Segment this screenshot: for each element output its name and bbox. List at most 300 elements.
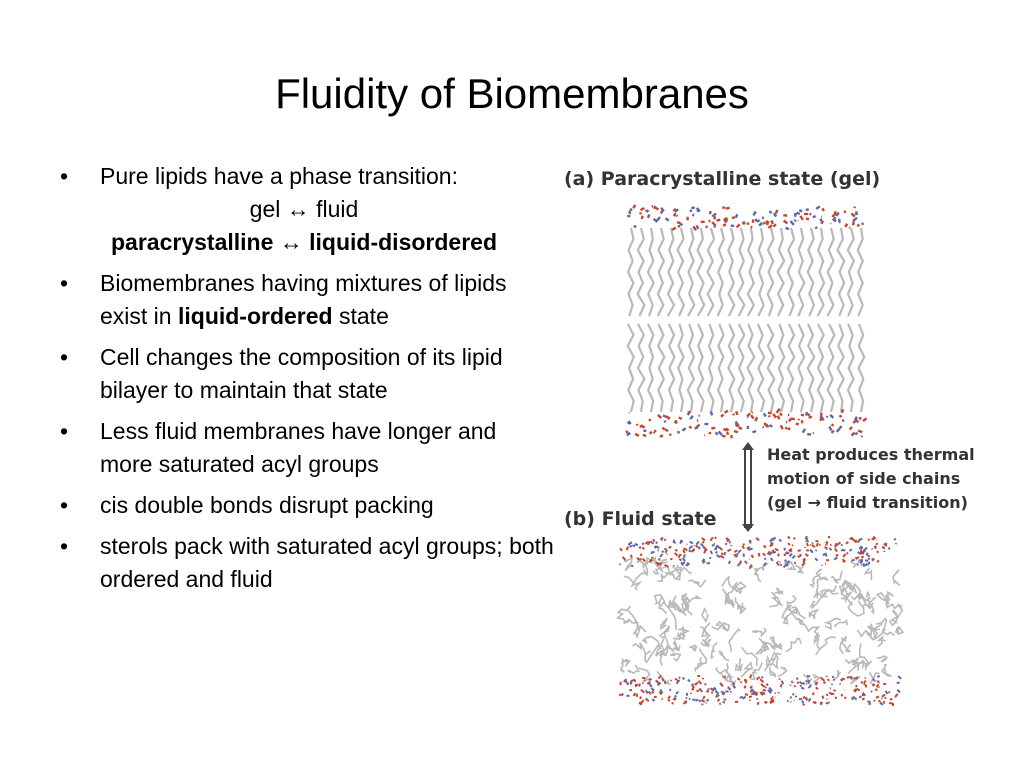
liquid-disordered-term: liquid-disordered: [309, 229, 497, 255]
headgroup-atom: [658, 676, 661, 679]
lipid-tail: [633, 626, 646, 637]
headgroup-atom: [860, 551, 862, 553]
lipid-tail: [768, 324, 775, 412]
lipid-tail: [816, 569, 828, 580]
headgroup-atom: [715, 548, 717, 550]
headgroup-atom: [752, 412, 753, 413]
headgroup-atom: [824, 682, 826, 684]
headgroup-atom: [880, 702, 883, 705]
headgroup-atom: [750, 541, 752, 542]
headgroup-atom: [868, 558, 869, 560]
slide-title: Fluidity of Biomembranes: [275, 70, 749, 117]
headgroup-atom: [793, 693, 794, 695]
headgroup-atom: [882, 547, 885, 549]
headgroup-atom: [799, 210, 802, 211]
headgroup-atom: [756, 538, 759, 541]
headgroup-atom: [750, 686, 752, 688]
lipid-tail: [848, 602, 864, 616]
headgroup-atom: [815, 550, 816, 551]
headgroup-atom: [656, 542, 657, 544]
headgroup-atom: [630, 209, 632, 211]
headgroup-atom: [803, 704, 805, 706]
headgroup-atom: [644, 681, 645, 682]
lipid-tail: [668, 228, 674, 316]
headgroup-atom: [815, 558, 818, 560]
headgroup-atom: [813, 216, 816, 218]
headgroup-atom: [631, 681, 632, 684]
headgroup-atom: [857, 225, 859, 227]
headgroup-atom: [792, 545, 793, 546]
headgroup-atom: [745, 561, 747, 564]
headgroup-atom: [786, 228, 789, 230]
headgroup-atom: [821, 221, 823, 224]
headgroup-atom: [635, 544, 638, 546]
headgroup-atom: [685, 549, 687, 551]
headgroup-atom: [689, 546, 692, 549]
headgroup-atom: [849, 227, 850, 228]
bullet-text: Pure lipids have a phase transition:: [100, 163, 458, 189]
headgroup-atom: [654, 206, 655, 209]
headgroup-atom: [739, 427, 742, 429]
headgroup-atom: [894, 538, 895, 540]
headgroup-atom: [773, 550, 774, 552]
headgroup-atom: [655, 546, 656, 548]
headgroup-atom: [677, 432, 679, 433]
headgroup-atom: [744, 680, 747, 681]
headgroup-atom: [689, 550, 692, 551]
headgroup-atom: [627, 683, 629, 685]
bullet-item: [54, 530, 554, 596]
headgroup-atom: [711, 411, 712, 415]
headgroup-atom: [797, 213, 800, 214]
lipid-tail: [798, 324, 804, 412]
headgroup-atom: [677, 681, 678, 684]
heat-line-2: motion of side chains: [767, 469, 961, 488]
headgroup-atom: [727, 549, 730, 551]
bullet-text: Less fluid membranes have longer and more saturated acyl groups: [100, 418, 497, 477]
headgroup-atom: [825, 544, 826, 545]
headgroup-atom: [770, 538, 773, 541]
bullet-item: [54, 415, 554, 481]
headgroup-atom: [796, 696, 797, 698]
lipid-tail: [638, 228, 645, 316]
headgroup-atom: [764, 546, 766, 548]
bullet-item: [54, 160, 554, 259]
membrane-figure: [560, 160, 1020, 720]
headgroup-atom: [738, 563, 740, 566]
headgroup-atom: [806, 209, 809, 210]
headgroup-atom: [696, 545, 698, 547]
headgroup-atom: [830, 415, 833, 418]
headgroup-atom: [780, 413, 782, 415]
headgroup-atom: [873, 679, 875, 682]
lipid-tail: [788, 228, 794, 316]
headgroup-atom: [776, 210, 778, 213]
headgroup-atom: [802, 700, 803, 703]
headgroup-atom: [715, 691, 718, 694]
headgroup-atom: [692, 699, 695, 700]
headgroup-atom: [771, 220, 773, 223]
lipid-tail: [808, 228, 814, 316]
lipid-tail: [719, 651, 729, 661]
headgroup-atom: [884, 701, 885, 704]
headgroup-atom: [696, 541, 699, 544]
paracrystalline-term: paracrystalline: [111, 229, 274, 255]
bullet-text: Biomembranes having mixtures of lipids exist in: [100, 270, 507, 329]
headgroup-atom: [666, 218, 669, 220]
headgroup-atom: [710, 537, 712, 540]
headgroup-atom: [779, 539, 781, 541]
headgroup-atom: [672, 228, 676, 230]
headgroup-atom: [643, 559, 645, 562]
headgroup-atom: [665, 550, 667, 553]
lipid-tail: [772, 592, 783, 606]
headgroup-atom: [662, 678, 663, 681]
headgroup-atom: [771, 558, 773, 561]
lipid-tail: [838, 228, 845, 316]
headgroup-atom: [764, 423, 768, 425]
headgroup-atom: [665, 565, 667, 566]
headgroup-atom: [641, 690, 644, 693]
headgroup-atom: [863, 551, 864, 554]
headgroup-atom: [835, 211, 836, 214]
headgroup-atom: [855, 433, 857, 435]
headgroup-atom: [836, 555, 839, 556]
headgroup-atom: [809, 698, 811, 701]
headgroup-atom: [641, 700, 644, 703]
headgroup-atom: [791, 221, 794, 225]
headgroup-atom: [733, 685, 735, 688]
headgroup-atom: [749, 547, 750, 548]
headgroup-atom: [863, 418, 867, 421]
lipid-tail: [736, 658, 743, 670]
headgroup-atom: [668, 699, 670, 701]
liquid-ordered-term: liquid-ordered: [177, 303, 333, 329]
lipid-tail: [661, 618, 667, 628]
headgroup-atom: [857, 564, 858, 565]
headgroup-atom: [868, 704, 870, 705]
headgroup-atom: [751, 693, 754, 694]
headgroup-atom: [631, 565, 633, 566]
headgroup-atom: [631, 555, 632, 558]
headgroup-atom: [852, 698, 853, 700]
headgroup-atom: [839, 416, 841, 417]
headgroup-atom: [665, 421, 666, 423]
headgroup-atom: [884, 551, 885, 552]
headgroup-atom: [852, 433, 855, 436]
headgroup-atom: [725, 691, 728, 692]
headgroup-atom: [768, 225, 772, 228]
lipid-tail: [708, 228, 715, 316]
lipid-tail: [775, 588, 783, 594]
headgroup-atom: [657, 208, 658, 209]
headgroup-atom: [653, 551, 654, 553]
bullet-marker: •: [60, 163, 69, 189]
lipid-tail: [748, 228, 754, 316]
headgroup-atom: [737, 224, 740, 227]
headgroup-atom: [649, 684, 652, 687]
headgroup-atom: [729, 689, 731, 690]
headgroup-atom: [659, 558, 660, 560]
headgroup-atom: [829, 548, 831, 550]
lipid-tail: [711, 643, 717, 658]
headgroup-atom: [734, 431, 738, 432]
headgroup-atom: [785, 560, 786, 562]
headgroup-atom: [671, 680, 672, 681]
headgroup-atom: [736, 411, 737, 415]
headgroup-atom: [889, 692, 890, 693]
lipid-tail: [878, 637, 886, 647]
headgroup-atom: [721, 684, 723, 687]
lipid-tail: [788, 324, 795, 412]
headgroup-atom: [855, 540, 856, 543]
headgroup-atom: [763, 553, 765, 555]
headgroup-atom: [865, 560, 868, 561]
headgroup-atom: [803, 562, 804, 565]
headgroup-atom: [851, 213, 854, 216]
lipid-tail: [708, 324, 713, 412]
headgroup-atom: [716, 696, 717, 697]
headgroup-atom: [833, 676, 834, 678]
lipid-tail: [821, 590, 838, 597]
headgroup-atom: [850, 549, 852, 551]
headgroup-atom: [889, 547, 890, 549]
headgroup-atom: [757, 677, 760, 680]
headgroup-atom: [687, 563, 690, 564]
headgroup-atom: [706, 691, 708, 692]
headgroup-atom: [716, 220, 720, 221]
headgroup-atom: [646, 698, 649, 701]
headgroup-atom: [752, 431, 756, 432]
headgroup-atom: [835, 697, 836, 699]
headgroup-atom: [778, 554, 779, 557]
headgroup-atom: [800, 216, 803, 220]
headgroup-atom: [868, 539, 869, 540]
headgroup-atom: [686, 697, 687, 698]
headgroup-atom: [688, 680, 690, 682]
headgroup-atom: [775, 693, 776, 694]
headgroup-atom: [620, 548, 622, 551]
lipid-tail: [818, 324, 824, 412]
headgroup-atom: [816, 206, 820, 208]
headgroup-atom: [805, 698, 807, 699]
headgroup-atom: [641, 554, 642, 556]
headgroup-atom: [719, 431, 722, 435]
headgroup-atom: [702, 538, 705, 540]
headgroup-atom: [879, 687, 880, 688]
headgroup-atom: [781, 564, 782, 566]
headgroup-atom: [627, 433, 630, 435]
headgroup-atom: [757, 220, 760, 222]
headgroup-atom: [858, 431, 862, 432]
headgroup-atom: [699, 681, 702, 684]
headgroup-atom: [859, 417, 861, 419]
bullet-item: [54, 267, 554, 333]
headgroup-atom: [812, 545, 815, 548]
headgroup-atom: [683, 558, 685, 561]
headgroup-atom: [751, 555, 753, 558]
headgroup-atom: [876, 697, 879, 698]
heat-annotation: [767, 443, 1017, 515]
headgroup-atom: [866, 685, 867, 688]
headgroup-atom: [788, 543, 790, 545]
lipid-tail: [795, 565, 803, 573]
lipid-tail: [758, 324, 765, 412]
headgroup-atom: [856, 211, 857, 214]
headgroup-atom: [718, 699, 720, 701]
headgroup-atom: [695, 427, 698, 428]
headgroup-atom: [816, 227, 817, 229]
headgroup-atom: [769, 211, 771, 213]
headgroup-atom: [742, 546, 744, 549]
headgroup-atom: [826, 548, 827, 549]
lipid-tail: [848, 228, 854, 316]
headgroup-atom: [861, 557, 864, 558]
headgroup-atom: [877, 561, 879, 562]
headgroup-atom: [860, 539, 862, 540]
headgroup-atom: [677, 215, 678, 216]
headgroup-atom: [679, 555, 682, 556]
headgroup-atom: [778, 692, 779, 693]
bullet-marker: •: [60, 533, 69, 559]
headgroup-atom: [763, 427, 764, 428]
headgroup-atom: [790, 697, 792, 698]
headgroup-atom: [775, 549, 778, 551]
headgroup-atom: [707, 699, 709, 701]
headgroup-atom: [641, 208, 645, 210]
headgroup-atom: [847, 677, 849, 678]
bullet-text: cis double bonds disrupt packing: [100, 492, 434, 518]
headgroup-atom: [762, 677, 763, 679]
headgroup-atom: [820, 702, 821, 705]
headgroup-atom: [721, 553, 723, 555]
headgroup-atom: [778, 416, 780, 419]
headgroup-atom: [703, 546, 706, 549]
headgroup-atom: [626, 680, 627, 683]
headgroup-atom: [789, 554, 792, 557]
headgroup-atom: [850, 676, 851, 678]
lipid-tail: [770, 667, 776, 677]
headgroup-atom: [646, 690, 648, 693]
headgroup-atom: [675, 696, 677, 697]
headgroup-atom: [794, 220, 795, 221]
headgroup-atom: [777, 562, 779, 565]
headgroup-atom: [658, 415, 661, 418]
headgroup-atom: [763, 223, 765, 224]
lipid-tail: [808, 324, 815, 412]
headgroup-atom: [816, 682, 818, 685]
headgroup-atom: [781, 425, 783, 429]
headgroup-atom: [862, 436, 863, 437]
headgroup-atom: [697, 225, 699, 228]
bullet-marker: •: [60, 344, 69, 370]
headgroup-atom: [766, 702, 767, 704]
headgroup-atom: [690, 210, 692, 212]
headgroup-atom: [851, 560, 854, 561]
headgroup-atom: [640, 696, 641, 698]
headgroup-atom: [797, 678, 798, 680]
headgroup-atom: [853, 218, 857, 221]
lipid-tail: [658, 228, 664, 316]
headgroup-atom: [813, 702, 815, 703]
headgroup-atom: [844, 697, 846, 698]
headgroup-atom: [654, 432, 655, 433]
headgroup-atom: [791, 702, 792, 703]
lipid-tail: [834, 621, 847, 626]
lipid-tail: [688, 580, 706, 587]
headgroup-atom: [649, 419, 650, 421]
headgroup-atom: [786, 552, 787, 554]
headgroup-atom: [877, 551, 878, 553]
lipid-tail: [838, 324, 844, 412]
headgroup-atom: [697, 690, 699, 691]
lipid-tail: [748, 324, 755, 412]
headgroup-atom: [733, 683, 735, 685]
headgroup-atom: [706, 226, 708, 227]
lipid-tail: [779, 324, 785, 412]
headgroup-atom: [647, 210, 649, 212]
headgroup-atom: [632, 545, 635, 546]
headgroup-atom: [794, 562, 795, 563]
bullet-marker: •: [60, 492, 69, 518]
headgroup-atom: [710, 211, 711, 214]
headgroup-atom: [767, 684, 768, 686]
headgroup-atom: [759, 553, 760, 556]
headgroup-atom: [745, 681, 746, 684]
headgroup-atom: [835, 544, 836, 547]
headgroup-atom: [701, 544, 703, 546]
headgroup-atom: [777, 409, 780, 413]
headgroup-atom: [788, 428, 790, 429]
headgroup-atom: [831, 424, 833, 425]
headgroup-atom: [799, 699, 802, 700]
lipid-tail: [857, 629, 875, 637]
headgroup-atom: [750, 675, 752, 678]
headgroup-atom: [696, 699, 698, 700]
headgroup-atom: [699, 700, 701, 702]
headgroup-atom: [724, 676, 726, 677]
headgroup-atom: [660, 554, 662, 557]
headgroup-atom: [714, 216, 715, 219]
headgroup-atom: [634, 693, 635, 696]
headgroup-atom: [827, 416, 828, 417]
headgroup-atom: [760, 679, 763, 682]
headgroup-atom: [801, 688, 804, 689]
headgroup-atom: [724, 552, 725, 555]
headgroup-atom: [620, 564, 621, 565]
headgroup-atom: [652, 691, 653, 694]
headgroup-atom: [808, 414, 809, 416]
headgroup-atom: [736, 421, 738, 424]
headgroup-atom: [683, 550, 685, 553]
headgroup-atom: [649, 691, 652, 694]
headgroup-atom: [692, 689, 694, 691]
lipid-tail: [738, 228, 745, 316]
headgroup-atom: [773, 414, 776, 418]
headgroup-atom: [726, 208, 730, 209]
heat-line-1: Heat produces thermal: [767, 445, 975, 464]
headgroup-atom: [877, 676, 880, 677]
headgroup-atom: [853, 420, 857, 423]
headgroup-atom: [702, 541, 704, 542]
headgroup-atom: [872, 684, 874, 686]
headgroup-atom: [783, 215, 787, 216]
headgroup-atom: [897, 690, 900, 693]
headgroup-atom: [816, 687, 818, 689]
headgroup-atom: [745, 686, 746, 689]
headgroup-atom: [782, 681, 784, 684]
fluid-state-label: (b) Fluid state: [564, 508, 717, 530]
